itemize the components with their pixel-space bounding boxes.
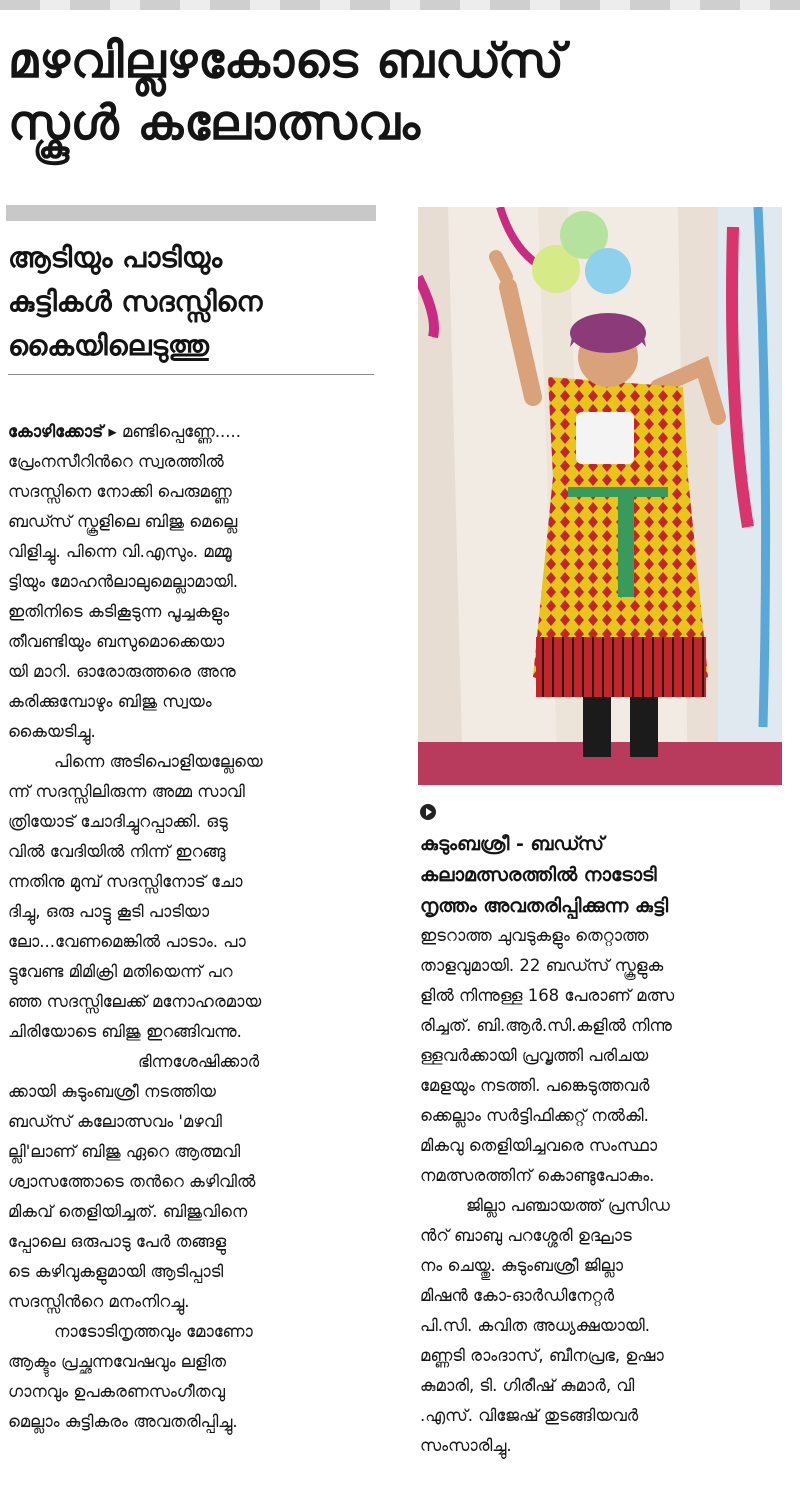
photo-illustration	[418, 207, 782, 785]
article-line: പിന്നെ അടിപൊളിയല്ലേയെ	[54, 752, 263, 771]
article-line: ക്കെല്ലാം സർട്ടിഫിക്കറ്റ് നൽകി.	[420, 1106, 649, 1125]
article-line: ക്കായി കുടുംബശ്രീ നടത്തിയ	[8, 1082, 216, 1101]
chest-number-badge	[576, 412, 634, 464]
article-line	[8, 417, 378, 447]
article-line: ട്ടിയും മോഹൻലാലുമെല്ലാമായി.	[8, 572, 239, 591]
article-line: .എസ്. വിജേഷ് തുടങ്ങിയവർ	[420, 1406, 639, 1425]
article-line: പ്പോലെ ഒരുപാടു പേർ തങ്ങളു	[8, 1232, 227, 1251]
article-line: പ്രേംനസീറിന്‍റെ സ്വരത്തിൽ	[8, 452, 224, 471]
article-line: മികവു തെളിയിച്ചവരെ സംസ്ഥാ	[420, 1136, 658, 1155]
top-page-strip	[0, 0, 800, 10]
photo-caption	[420, 798, 790, 922]
dancer-leg	[583, 697, 611, 757]
dateline-arrow-icon: ▸	[103, 422, 122, 441]
article-line: ല്ലി'ലാണ് ബിജു ഏറെ ആത്മവി	[8, 1142, 241, 1161]
article-line: നാടോടിനൃത്തവും മോണോ	[54, 1322, 253, 1341]
article-line: ഇടറാത്ത ചുവടുകളും തെറ്റാത്ത	[420, 926, 649, 945]
article-line: ആക്ടും പ്രച്ഛന്നവേഷവും ലളിത	[8, 1352, 227, 1371]
article-line: സദസ്സിന്‍റെ മനംനിറച്ചു.	[8, 1292, 190, 1311]
article-line: ഞ്ഞ സദസ്സിലേക്ക് മനോഹരമായ	[8, 992, 262, 1011]
caption-line-3: നൃത്തം അവതരിപ്പിക്കുന്ന കുട്ടി	[420, 895, 669, 917]
article-column-right	[420, 921, 790, 1461]
headline-line-2: സ്കൂൾ കലോത്സവം	[8, 95, 422, 151]
article-line: ടെ കഴിവുകളുമായി ആടിപ്പാടി	[8, 1262, 224, 1281]
article-line: മിഷൻ കോ-ഓർഡിനേറ്റർ	[420, 1286, 615, 1305]
article-line: മെല്ലാം കുട്ടികരം അവതരിപ്പിച്ചു.	[8, 1412, 238, 1431]
article-text: മണ്ടിപ്പെണ്ണേ.....	[121, 422, 242, 441]
article-line: ന്‍റ് ബാബു പറശ്ശേരി ഉദ്ഘാട	[420, 1226, 632, 1245]
article-line: രിച്ചത്. ബി.ആർ.സി.കളിൽ നിന്നു	[420, 1016, 672, 1035]
dress-belt	[568, 487, 668, 497]
article-line: നമത്സരത്തിന് കൊണ്ടുപോകും.	[420, 1166, 655, 1185]
article-line: ദിച്ചു, ഒരു പാട്ടു കൂടി പാടിയാ	[8, 902, 210, 921]
article-line: മേളയും നടത്തി. പങ്കെടുത്തവർ	[420, 1076, 650, 1095]
subhead-line-2: കുട്ടികൾ സദസ്സിനെ	[8, 285, 263, 318]
article-line: സംസാരിച്ചു.	[420, 1436, 512, 1455]
article-line: മികവ് തെളിയിച്ചത്. ബിജുവിനെ	[8, 1202, 248, 1221]
article-line: സദസ്സിനെ നോക്കി പെരുമണ്ണ	[8, 482, 232, 501]
headline	[8, 30, 788, 154]
article-line: പി.സി. കവിത അധ്യക്ഷയായി.	[420, 1316, 650, 1335]
dress-hem	[536, 637, 706, 697]
section-grey-rule	[6, 205, 376, 221]
dateline: കോഴിക്കോട്	[8, 422, 104, 441]
article-line: ളിൽ നിന്നുള്ള 168 പേരാണ് മത്സ	[420, 986, 675, 1005]
caption-line-2: കലാമത്സരത്തിൽ നാടോടി	[420, 864, 657, 886]
dancer-headscarf	[570, 313, 646, 353]
article-line: കരിക്കുമ്പോഴും ബിജു സ്വയം	[8, 692, 212, 711]
subhead-divider	[8, 374, 374, 375]
article-line: ള്ളവർക്കായി പ്രവൃത്തി പരിചയ	[420, 1046, 649, 1065]
dancer-leg	[630, 697, 658, 757]
dress-sash	[618, 487, 634, 597]
article-line: ന്ന് സദസ്സിലിരുന്ന അമ്മ സാവി	[8, 782, 245, 801]
article-line: ഇതിനിടെ കടികൂടുന്ന പൂച്ചകളും	[8, 602, 230, 621]
dancer-hand	[496, 257, 506, 277]
news-photo-dancer	[418, 207, 782, 785]
article-line: ഗാനവും ഉപകരണസംഗീതവു	[8, 1382, 225, 1401]
article-line: ട്ടുവേണ്ട മിമിക്രി മതിയെന്ന് പറ	[8, 962, 233, 981]
balloon	[585, 248, 631, 294]
article-line: വിളിച്ചു. പിന്നെ വി.എസും. മമ്മൂ	[8, 542, 232, 561]
article-line: ചിരിയോടെ ബിജു ഇറങ്ങിവന്നു.	[8, 1022, 242, 1041]
article-line: ബഡ്സ് കലോത്സവം 'മഴവി	[8, 1112, 222, 1131]
article-line: ത്രിയോട് ചോദിച്ചുറപ്പാക്കി. ഒടു	[8, 812, 228, 831]
article-line: ശ്വാസത്തോടെ തന്‍റെ കഴിവിൽ	[8, 1172, 256, 1191]
subheadline	[8, 236, 378, 368]
article-column-left	[8, 417, 378, 1437]
article-line: കൈയടിച്ചു.	[8, 722, 96, 741]
article-line: ജില്ലാ പഞ്ചായത്ത് പ്രസിഡ	[466, 1196, 670, 1215]
subhead-line-1: ആടിയും പാടിയും	[8, 241, 223, 274]
article-line: നം ചെയ്തു. കുടുംബശ്രീ ജില്ലാ	[420, 1256, 623, 1275]
article-line: ന്നതിനു മുമ്പ് സദസ്സിനോട് ചോ	[8, 872, 243, 891]
article-line: തീവണ്ടിയും ബസുമൊക്കെയാ	[8, 632, 225, 651]
caption-text: കുടുംബശ്രീ - ബഡ്സ്	[420, 833, 604, 855]
article-line: ഭിന്നശേഷിക്കാർ	[138, 1052, 260, 1071]
article-line: മണ്ണടി രാംദാസ്, ബീനപ്രഭ, ഉഷാ	[420, 1346, 664, 1365]
caption-play-icon	[420, 804, 436, 820]
headline-line-1: മഴവില്ലഴകോടെ ബഡ്സ്	[8, 33, 565, 89]
article-line: ലോ...വേണമെങ്കിൽ പാടാം. പാ	[8, 932, 246, 951]
article-line: ബഡ്സ് സ്കൂളിലെ ബിജു മെല്ലെ	[8, 512, 238, 531]
article-line: കുമാരി, ടി. ഗിരീഷ് കുമാർ, വി	[420, 1376, 635, 1395]
caption-line-1	[420, 798, 790, 860]
article-line: താളവുമായി. 22 ബഡ്സ് സ്കൂളുക	[420, 956, 664, 975]
subhead-line-3: കൈയിലെടുത്തു	[8, 329, 209, 362]
article-line: വിൽ വേദിയിൽ നിന്ന് ഇറങ്ങു	[8, 842, 226, 861]
article-line: യി മാറി. ഓരോരുത്തരെ അനു	[8, 662, 236, 681]
